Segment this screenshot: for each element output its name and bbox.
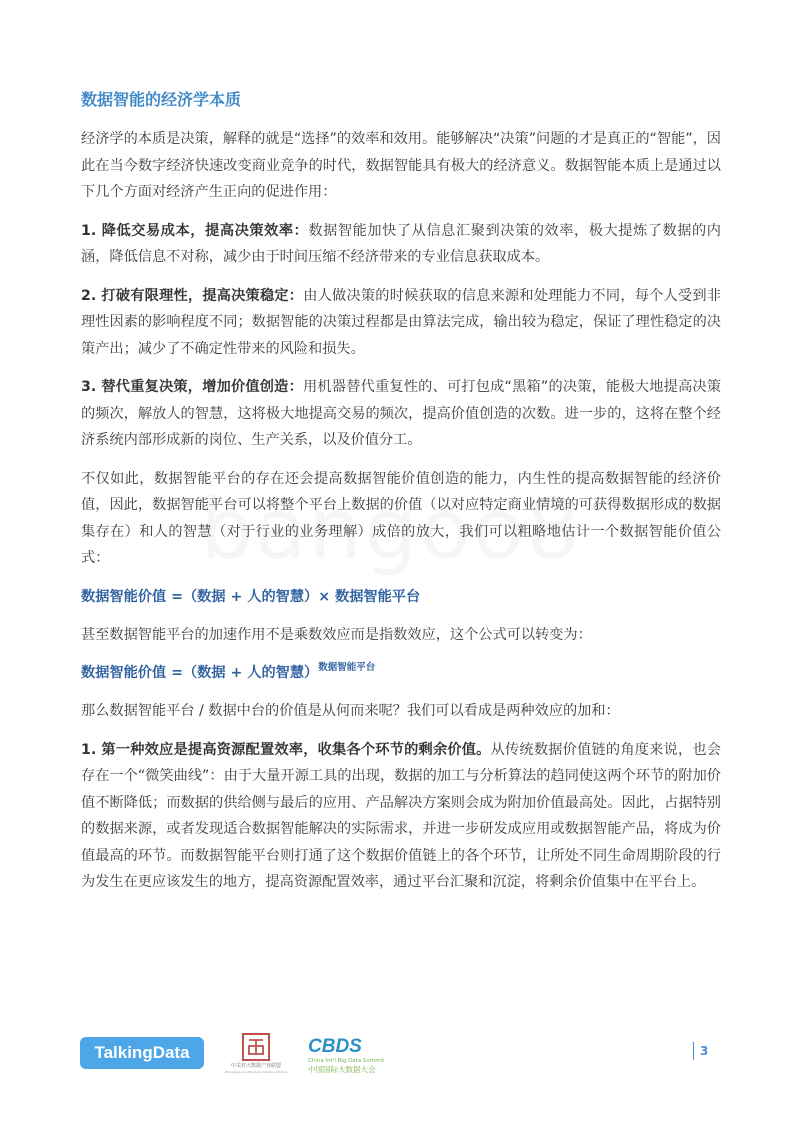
point-1-lead: 1. 降低交易成本，提高决策效率： [81, 222, 309, 239]
point-2 [81, 283, 721, 363]
point-3 [81, 374, 721, 454]
exponent-paragraph: 甚至数据智能平台的加速作用不是乘数效应而是指数效应，这个公式可以转变为： [81, 626, 592, 643]
cbds-english: China Int'l Big Data Summit [308, 1058, 385, 1064]
page-footer [0, 1030, 800, 1080]
effect-1-text: 从传统数据价值链的角度来说，也会存在一个“微笑曲线”：由于大量开源工具的出现，数据的加工与分析算法的趋同使这两个环节的附加价值不断降低；而数据的供给侧与最后的应用、产品解决方案则会成为附加价值最高处。因此，占据特别的数据来源，或者发现适合数据智能解决的实际需求，并进一步研发成应用或数据智能产品，将成为价值最高的环节。而数据智能平台则打通了这个数据价值链上的各个环节，让所处不同生命周期阶段的行为发生在更应该发生的地方，提高资源配置效率，通过平台汇聚和沉淀，将剩余价值集中在平台上。 [81, 741, 721, 890]
formula-exponent [81, 660, 721, 686]
point-1 [81, 218, 721, 271]
zgc-alliance-name: 中关村大数据产业联盟 [230, 1063, 282, 1069]
page-number: 3 [693, 1042, 708, 1060]
cbds-chinese: 中国国际大数据大会 [308, 1065, 376, 1074]
point-3-lead: 3. 替代重复决策，增加价值创造： [81, 379, 303, 395]
effect-1 [81, 737, 721, 896]
zgc-alliance-logo [218, 1032, 294, 1076]
intro-paragraph: 经济学的本质是决策，解释的就是“选择”的效率和效用。能够解决“决策”问题的才是真正的“智能”，因此在当今数字经济快速改变商业竞争的时代，数据智能具有极大的经济意义。数据智能本质上是通过以下几个方面对经济产生正向的促进作用： [81, 131, 721, 200]
point-1-text: 数据智能加快了从信息汇聚到决策的效率，极大提炼了数据的内涵，降低信息不对称，减少由于时间压缩不经济带来的专业信息获取成本。 [81, 222, 721, 265]
formula-exponent-power: 数据智能平台 [318, 662, 376, 673]
formula-multiplier: 数据智能价值 =（数据 + 人的智慧）× 数据智能平台 [81, 588, 421, 605]
document-body [81, 88, 721, 908]
zgc-alliance-english: Zhongguancun Big Data Industry Alliance [224, 1070, 288, 1074]
platform-paragraph: 不仅如此，数据智能平台的存在还会提高数据智能价值创造的能力，内生性的提高数据智能的经济价值，因此，数据智能平台可以将整个平台上数据的价值（以对应特定商业情境的可获得数据形成的数据集存在）和人的智慧（对于行业的业务理解）成倍的放大，我们可以粗略地估计一个数据智能价值公式： [81, 470, 721, 566]
section-title: 数据智能的经济学本质 [81, 90, 242, 109]
formula-exponent-base: 数据智能价值 =（数据 + 人的智慧） [81, 665, 319, 681]
talkingdata-logo: TalkingData [80, 1037, 204, 1069]
point-2-text: 由人做决策的时候获取的信息来源和处理能力不同，每个人受到非理性因素的影响程度不同；数据智能的决策过程都是由算法完成，输出较为稳定，保证了理性稳定的决策产出；减少了不确定性带来的风险和损失。 [81, 287, 721, 357]
cbds-wordmark: CBDS [308, 1036, 362, 1057]
point-3-text: 用机器替代重复性的、可打包成“黑箱”的决策，能极大地提高决策的频次，解放人的智慧，这将极大地提高交易的频次，提高价值创造的次数。进一步的，这将在整个经济系统内部形成新的岗位、生产关系，以及价值分工。 [81, 379, 722, 448]
value-source-paragraph: 那么数据智能平台 / 数据中台的价值是从何而来呢？我们可以看成是两种效应的加和： [81, 703, 620, 719]
point-2-lead: 2. 打破有限理性，提高决策稳定： [81, 287, 304, 304]
cbds-logo [304, 1032, 398, 1076]
effect-1-lead: 1. 第一种效应是提高资源配置效率，收集各个环节的剩余价值。 [81, 741, 491, 758]
